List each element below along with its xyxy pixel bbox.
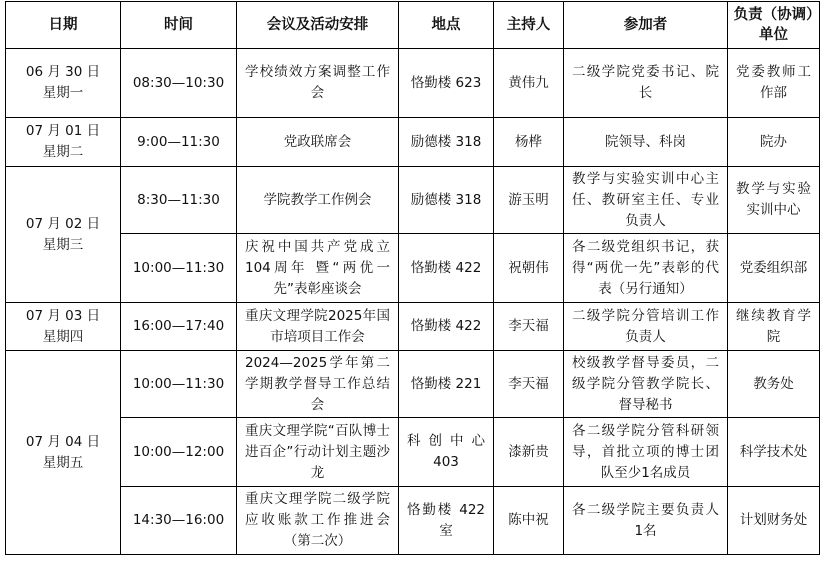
time-cell: 10:00—12:00 bbox=[121, 418, 237, 487]
location-cell: 恪勤楼 221 bbox=[399, 351, 494, 418]
topic-cell: 党政联席会 bbox=[237, 118, 399, 167]
table-row bbox=[6, 303, 820, 351]
date-text: 06 月 30 日 bbox=[25, 64, 101, 80]
unit-cell: 科学技术处 bbox=[728, 418, 820, 487]
location-cell: 科创中心 403 bbox=[399, 418, 494, 487]
topic-cell: 2024—2025学年第二学期教学督导工作总结会 bbox=[237, 351, 399, 418]
time-cell: 9:00—11:30 bbox=[121, 118, 237, 167]
table-row bbox=[6, 167, 820, 234]
time-cell: 08:30—10:30 bbox=[121, 49, 237, 118]
attendees-cell: 各二级党组织书记，获得“两优一先”表彰的代表（另行通知） bbox=[564, 234, 728, 303]
date-cell bbox=[6, 118, 121, 167]
topic-cell: 重庆文理学院2025年国市培项目工作会 bbox=[237, 303, 399, 351]
header-row bbox=[6, 2, 820, 49]
topic-cell: 重庆文理学院二级学院应收账款工作推进会（第二次） bbox=[237, 487, 399, 555]
table-row bbox=[6, 487, 820, 555]
table-row bbox=[6, 118, 820, 167]
host-cell: 陈中祝 bbox=[494, 487, 564, 555]
location-cell: 恪勤楼 623 bbox=[399, 49, 494, 118]
location-cell: 励德楼 318 bbox=[399, 118, 494, 167]
attendees-cell: 教学与实验实训中心主任、教研室主任、专业负责人 bbox=[564, 167, 728, 234]
time-cell: 14:30—16:00 bbox=[121, 487, 237, 555]
host-cell: 黄伟九 bbox=[494, 49, 564, 118]
date-cell bbox=[6, 167, 121, 303]
weekday-text: 星期二 bbox=[42, 144, 84, 160]
location-cell: 恪勤楼 422 室 bbox=[399, 487, 494, 555]
location-cell: 恪勤楼 422 bbox=[399, 303, 494, 351]
host-cell: 李天福 bbox=[494, 351, 564, 418]
host-cell: 漆新贵 bbox=[494, 418, 564, 487]
weekday-text: 星期一 bbox=[42, 85, 84, 101]
attendees-cell: 校级教学督导委员，二级学院分管教学院长、督导秘书 bbox=[564, 351, 728, 418]
attendees-cell: 各二级学院主要负责人 1名 bbox=[564, 487, 728, 555]
time-cell: 16:00—17:40 bbox=[121, 303, 237, 351]
header-topic: 会议及活动安排 bbox=[237, 2, 399, 49]
attendees-cell: 二级学院分管培训工作负责人 bbox=[564, 303, 728, 351]
topic-cell: 学院教学工作例会 bbox=[237, 167, 399, 234]
topic-cell: 重庆文理学院“百队博士进百企”行动计划主题沙龙 bbox=[237, 418, 399, 487]
time-cell: 10:00—11:30 bbox=[121, 234, 237, 303]
host-cell: 祝朝伟 bbox=[494, 234, 564, 303]
header-time: 时间 bbox=[121, 2, 237, 49]
time-cell: 10:00—11:30 bbox=[121, 351, 237, 418]
unit-cell: 教学与实验实训中心 bbox=[728, 167, 820, 234]
date-text: 07 月 03 日 bbox=[25, 307, 101, 324]
location-cell: 恪勤楼 422 bbox=[399, 234, 494, 303]
header-attendees: 参加者 bbox=[564, 2, 728, 49]
host-cell: 李天福 bbox=[494, 303, 564, 351]
date-text: 07 月 01 日 bbox=[25, 123, 101, 139]
table-row bbox=[6, 351, 820, 418]
topic-cell: 庆祝中国共产党成立104周年 暨“两优一先”表彰座谈会 bbox=[237, 234, 399, 303]
header-unit: 负责（协调）单位 bbox=[728, 2, 820, 49]
unit-cell: 党委组织部 bbox=[728, 234, 820, 303]
attendees-cell: 二级学院党委书记、院长 bbox=[564, 49, 728, 118]
header-host: 主持人 bbox=[494, 2, 564, 49]
weekday-text: 星期五 bbox=[42, 454, 84, 471]
host-cell: 杨桦 bbox=[494, 118, 564, 167]
unit-cell: 教务处 bbox=[728, 351, 820, 418]
unit-cell: 继续教育学院 bbox=[728, 303, 820, 351]
topic-cell: 学校绩效方案调整工作会 bbox=[237, 49, 399, 118]
attendees-cell: 院领导、科岗 bbox=[564, 118, 728, 167]
date-cell bbox=[6, 303, 121, 351]
unit-cell: 计划财务处 bbox=[728, 487, 820, 555]
weekday-text: 星期四 bbox=[42, 328, 84, 345]
location-cell: 励德楼 318 bbox=[399, 167, 494, 234]
schedule-table bbox=[5, 1, 820, 555]
unit-cell: 院办 bbox=[728, 118, 820, 167]
host-cell: 游玉明 bbox=[494, 167, 564, 234]
date-text: 07 月 02 日 bbox=[25, 215, 101, 232]
table-row bbox=[6, 418, 820, 487]
header-location: 地点 bbox=[399, 2, 494, 49]
date-text: 07 月 04 日 bbox=[25, 433, 101, 450]
date-cell bbox=[6, 49, 121, 118]
time-cell: 8:30—11:30 bbox=[121, 167, 237, 234]
table-row bbox=[6, 234, 820, 303]
unit-cell: 党委教师工作部 bbox=[728, 49, 820, 118]
header-date: 日期 bbox=[6, 2, 121, 49]
weekday-text: 星期三 bbox=[42, 236, 84, 253]
table-row bbox=[6, 49, 820, 118]
attendees-cell: 各二级学院分管科研领导，首批立项的博士团队至少1名成员 bbox=[564, 418, 728, 487]
date-cell bbox=[6, 351, 121, 555]
